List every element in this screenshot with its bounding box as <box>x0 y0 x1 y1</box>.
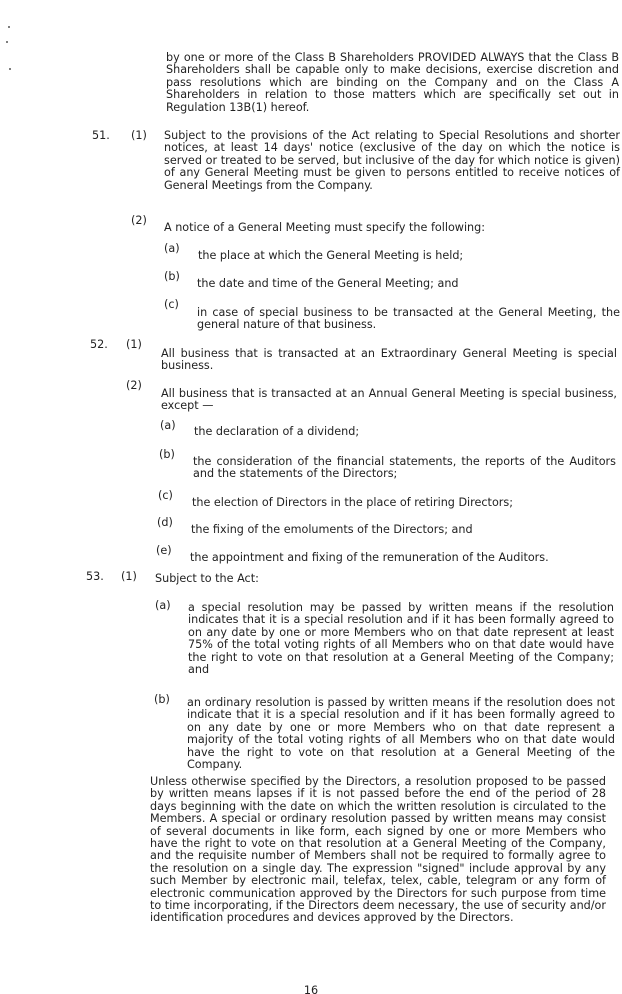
item-text: the fixing of the emoluments of the Directors; and <box>191 523 473 536</box>
item-label: (a) <box>160 419 176 432</box>
item-label: (a) <box>164 242 180 255</box>
subclause-text: All business that is transacted at an Annual General Meeting is special business, except — <box>161 387 617 413</box>
item-text: the declaration of a dividend; <box>194 425 360 438</box>
item-label: (d) <box>157 516 173 529</box>
item-text: the election of Directors in the place of retiring Directors; <box>192 496 513 509</box>
page-number: 16 <box>303 984 319 994</box>
scan-mark <box>8 26 10 28</box>
subclause-label: (2) <box>131 214 147 227</box>
subclause-text: All business that is transacted at an Extraordinary General Meeting is special business. <box>161 347 617 373</box>
subclause-text: A notice of a General Meeting must specify the following: <box>164 221 486 234</box>
scan-mark <box>9 68 11 70</box>
item-label: (b) <box>154 693 170 706</box>
subclause-label: (2) <box>126 379 142 392</box>
subclause-label: (1) <box>131 129 147 142</box>
scan-mark <box>6 41 8 43</box>
regulation-number: 51. <box>92 129 110 142</box>
subclause-label: (1) <box>126 338 142 351</box>
item-text: a special resolution may be passed by written means if the resolution indicates that it is a special resolution and if it has been formally agreed to on any date by one or more Members who on that date represent at least 75% of the total voting rights of all Members who on that date would have the right to vote on that resolution at a General Meeting of the Company; and <box>188 601 614 677</box>
item-text: an ordinary resolution is passed by written means if the resolution does not indicate that it is a special resolution and if it has been formally agreed to on any date by one or more Members who on that date represent a majority of the total voting rights of all Members who on that date would have the right to vote on that resolution at a General Meeting of the Company. <box>187 696 615 772</box>
subclause-text: Subject to the Act: <box>155 572 259 585</box>
regulation-number: 52. <box>90 338 108 351</box>
item-text: the place at which the General Meeting is held; <box>198 249 464 262</box>
regulation-number: 53. <box>86 570 104 583</box>
item-text: the consideration of the financial statements, the reports of the Auditors and the statements of the Directors; <box>193 455 616 481</box>
subclause-label: (1) <box>121 570 137 583</box>
subclause-text: Subject to the provisions of the Act relating to Special Resolutions and shorter notices, at least 14 days' notice (exclusive of the day on which the notice is served or treated to be served, but inclusive of the day for which notice is given) of any General Meeting must be given to persons entitled to receive notices of General Meetings from the Company. <box>164 129 620 192</box>
item-text: the appointment and fixing of the remuneration of the Auditors. <box>190 551 549 564</box>
continuation-paragraph: by one or more of the Class B Shareholders PROVIDED ALWAYS that the Class B Shareholders shall be capable only to make decisions, exercise discretion and pass resolutions which are binding on the Company and on the Class A Shareholders in relation to those matters which are specifically set out in Regulation 13B(1) hereof. <box>166 51 619 114</box>
item-label: (a) <box>155 599 171 612</box>
closing-paragraph: Unless otherwise specified by the Directors, a resolution proposed to be passed by written means lapses if it is not passed before the end of the period of 28 days beginning with the date on which the written resolution is circulated to the Members. A special or ordinary resolution passed by written means may consist of several documents in like form, each signed by one or more Members who have the right to vote on that resolution at a General Meeting of the Company, and the requisite number of Members shall not be required to formally agree to the resolution on a single day. The expression "signed" include approval by any such Member by electronic mail, telefax, telex, cable, telegram or any form of electronic communication approved by the Directors for such purpose from time to time incorporating, if the Directors deem necessary, the use of security and/or identification procedures and devices approved by the Directors. <box>150 775 606 925</box>
item-label: (c) <box>158 489 173 502</box>
item-text: the date and time of the General Meeting; and <box>197 277 459 290</box>
item-label: (b) <box>159 448 175 461</box>
item-label: (b) <box>164 270 180 283</box>
item-label: (c) <box>164 298 179 311</box>
item-label: (e) <box>156 544 172 557</box>
item-text: in case of special business to be transacted at the General Meeting, the general nature of that business. <box>197 306 620 332</box>
